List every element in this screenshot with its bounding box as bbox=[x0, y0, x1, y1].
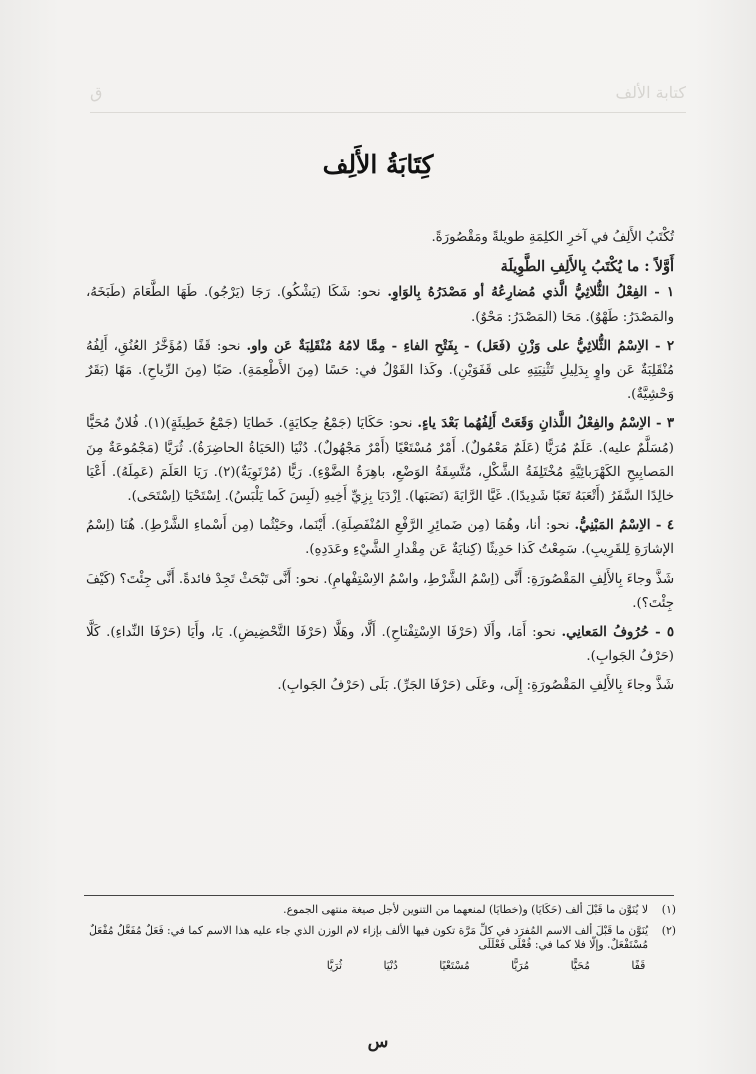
rule-2 bbox=[86, 335, 674, 408]
page-number: س bbox=[367, 1032, 389, 1052]
rule-5-body: نحو: أَمَا، وأَلَا (حَرْفَا الاِسْتِفْتاحِ). أَلَّا، وهَلَّا (حَرْفَا التَّحْضِيضِ). يَا، وأَيَا (حَرْفَا النِّداءِ). كَلَّا (حَرْفُ الجَوابِ). bbox=[86, 625, 674, 665]
rule-2-head: ٢ - الاِسْمُ الثُّلاثِيُّ على وَزْنِ (فَعَل) - بِفَتْحِ الفاءِ - مِمَّا لامُهُ مُنْقَلِبَةٌ عَن واو. bbox=[246, 338, 674, 354]
footnote-example: دُنْيَا bbox=[383, 958, 398, 972]
section-heading: أَوَّلاً : ما يُكْتَبُ بِالأَلِفِ الطَّوِيلَة bbox=[500, 258, 674, 276]
footnote-2-text: يُنَوَّن ما قَبْلَ ألف الاسم المُفرَد في كلِّ مَرَّة تكون فيها الألف بإزاء لام الوزن الذي جاء عليه هذا الاسم كما في: فَعَلٌ مُفَعَّلٌ مُفْعَلٌ مُسْتَفْعَلٌ. وإلّا فلا كما في: فُعْلَى فَعْلَلَى bbox=[88, 923, 648, 951]
rule-3 bbox=[86, 412, 674, 509]
rule-3-head: ٣ - الاِسْمُ والفِعْلُ اللَّذانِ وَقَعَتْ أَلِفُهُما بَعْدَ ياءٍ. bbox=[417, 416, 674, 432]
footnote-example: ثُرَيَّا bbox=[326, 958, 342, 972]
rule-5-head: ٥ - حُرُوفُ المَعانِي. bbox=[561, 625, 674, 641]
rule-1 bbox=[86, 281, 674, 329]
rule-4 bbox=[86, 514, 674, 562]
rule-2-body: نحو: قَفًا (مُؤَخَّرُ العُنُقِ، أَلِفُهُ مُنْقَلِبَةٌ عَن واوٍ بِدَلِيلِ تَثْنِيَتِهِ على قَفَوَيْنِ). وكَذا القَوْلُ في: حَسًا (مِنَ الأَطْعِمَةِ). صَبًا (مِنَ الرِّياحِ). مَهًا (بَقَرٌ وَحْشِيَّةٌ). bbox=[86, 338, 674, 403]
footnote-example: مُسْتَعْيًا bbox=[439, 958, 470, 972]
shadh-note-2: شَذَّ وجاءَ بِالأَلِفِ المَقْصُورَةِ: إِلَى، وعَلَى (حَرْفَا الجَرِّ). بَلَى (حَرْفُ الجَوابِ). bbox=[277, 678, 674, 694]
rule-1-body: نحو: شَكَا (يَشْكُو). رَجَا (يَرْجُو). طَهَا الطَّعَامَ (طَبَخَهُ، والمَصْدَرُ: طَهْوٌ). مَحَا (المَصْدَرُ: مَحْوٌ). bbox=[86, 285, 674, 325]
running-head-text: كتابة الألف bbox=[615, 82, 686, 102]
rule-3-body: نحو: حَكَايَا (جَمْعُ حِكايَةٍ). خَطايَا (جَمْعُ خَطِيئَةٍ)(١). فُلانٌ مُحَيًّا (مُسَلَّمٌ عليه). عَلَمٌ مُرَيًّا (عَلَمٌ مَعْمُولٌ). أَمْرٌ مُسْتَعْيًا (أَمْرٌ مَجْهُولٌ). دُنْيَا (الحَيَاةُ الحاضِرَةُ). ثُرَيَّا (مَجْمُوعَةٌ مِنَ المَصابِيحِ الكَهْرَبائِيَّةِ مُخْتَلِفَةُ الشَّكْلِ، مُتَّسِقَةُ الوَضْعِ، باهِرَةُ الضَّوْءِ). رَيًّا (مُرْتَوِيَةٌ)(٢). رَيَا العَلَمَ (عَمِلَهُ). أَعْيَا خالِدًا السَّفَرُ (أَتْعَبَهُ تَعَبًا شَدِيدًا). غَيَّا الرَّايَةَ (نَصَبَها). اِزْدَيَا بِزِيِّ أَخِيهِ (لَبِسَ كَما يَلْبَسُ). اِسْتَحْيَا (اِسْتَحَى). bbox=[86, 416, 674, 505]
rule-1-head: ١ - الفِعْلُ الثُّلاثِيُّ الَّذي مُضارِعُهُ أو مَصْدَرُهُ بِالوَاوِ. bbox=[387, 285, 674, 301]
shadh-note-1: شَذَّ وجاءَ بِالأَلِفِ المَقْصُورَةِ: أَنَّى (اِسْمُ الشَّرْطِ، واسْمُ الاِسْتِفْهامِ). نحو: أَنَّى تَبْحَثْ تَجِدْ فائدةً. أَنَّى جِئْتَ؟ (كَيْفَ جِئْتَ؟). bbox=[86, 571, 674, 611]
intro-paragraph: تُكْتَبُ الأَلِفُ في آخرِ الكلِمَةِ طويلةً ومَقْصُورَةً. bbox=[431, 230, 674, 245]
footnote-example: قَفًا bbox=[631, 958, 646, 972]
running-head bbox=[90, 72, 686, 113]
footnote-divider bbox=[84, 895, 674, 896]
rule-4-body: نحو: أنا، وهُمَا (مِن ضَمائِرِ الرَّفْعِ المُنْفَصِلَةِ). أَيْنَما، وحَيْثُما (مِن أَسْماءِ الشَّرْطِ). هُنَا (اِسْمُ الإشارَةِ لِلقَرِيبِ). سَمِعْتُ كَذا حَدِيثًا (كِنايَةٌ عَن مِقْدارِ الشَّيْءِ وعَدَدِهِ). bbox=[86, 518, 674, 558]
footnote-examples bbox=[306, 959, 666, 974]
footnote-2-number: (٢) bbox=[661, 923, 676, 937]
footnote-2 bbox=[86, 924, 676, 953]
main-text bbox=[86, 226, 674, 704]
footnote-1-text: لا يُنَوَّن ما قَبْلَ ألف (حَكَايَا) و(خطايَا) لمنعهما من التنوين لأجل صيغة منتهى الجموع. bbox=[283, 903, 648, 916]
footnote-example: مُرَيًّا bbox=[511, 958, 530, 972]
rule-4-head: ٤ - الاِسْمُ المَبْنِيُّ. bbox=[574, 518, 674, 534]
footnote-example: مُحَيًّا bbox=[570, 958, 590, 972]
rule-5 bbox=[86, 621, 674, 669]
footnote-1-number: (١) bbox=[661, 903, 676, 916]
running-head-marker: ق bbox=[90, 82, 103, 102]
footnotes bbox=[86, 903, 676, 973]
footnote-1 bbox=[86, 903, 676, 918]
page-title: كِتَابَةُ الأَلِف bbox=[322, 150, 434, 179]
